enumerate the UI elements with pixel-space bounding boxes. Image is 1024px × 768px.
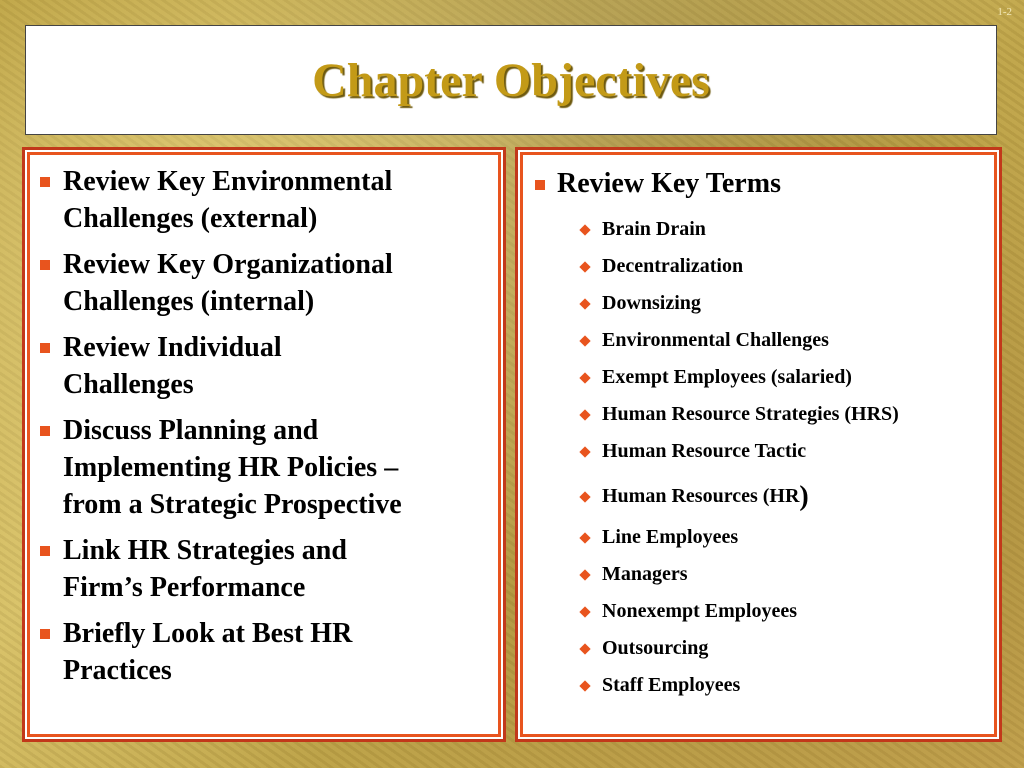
square-bullet-icon — [40, 629, 50, 639]
key-term-item: Line Employees — [579, 519, 994, 556]
slide-number: 1-2 — [997, 6, 1012, 18]
key-term-item: Environmental Challenges — [579, 322, 994, 359]
diamond-bullet-icon — [579, 372, 590, 383]
key-term-item: Managers — [579, 556, 994, 593]
diamond-bullet-icon — [579, 491, 590, 502]
key-terms-heading-text: Review Key Terms — [557, 168, 781, 199]
objective-item — [40, 329, 488, 403]
objective-item — [40, 246, 488, 320]
square-bullet-icon — [535, 180, 545, 190]
objectives-list — [30, 155, 498, 689]
square-bullet-icon — [40, 546, 50, 556]
diamond-bullet-icon — [579, 409, 590, 420]
diamond-bullet-icon — [579, 335, 590, 346]
objective-item — [40, 615, 488, 689]
key-terms-panel — [520, 152, 997, 737]
objective-text: Review Individual Challenges — [63, 332, 282, 400]
diamond-bullet-icon — [579, 224, 590, 235]
objective-item — [40, 412, 488, 523]
square-bullet-icon — [40, 260, 50, 270]
objective-item — [40, 163, 488, 237]
diamond-bullet-icon — [579, 569, 590, 580]
diamond-bullet-icon — [579, 532, 590, 543]
key-term-item: Outsourcing — [579, 630, 994, 667]
key-term-item: Nonexempt Employees — [579, 593, 994, 630]
key-term-item: Human Resource Tactic — [579, 433, 994, 470]
key-terms-heading — [535, 167, 994, 201]
key-term-item: Decentralization — [579, 248, 994, 285]
objectives-panel — [27, 152, 501, 737]
square-bullet-icon — [40, 343, 50, 353]
square-bullet-icon — [40, 426, 50, 436]
objective-text: Review Key Environmental Challenges (external) — [63, 166, 393, 234]
objective-text: Discuss Planning and Implementing HR Policies – from a Strategic Prospective — [63, 415, 402, 520]
objective-text: Link HR Strategies and Firm’s Performance — [63, 535, 347, 603]
key-terms-list — [523, 211, 994, 704]
key-term-item: Downsizing — [579, 285, 994, 322]
key-term-item: Human Resources (HR ) — [579, 470, 994, 519]
objective-text: Review Key Organizational Challenges (internal) — [63, 249, 393, 317]
diamond-bullet-icon — [579, 643, 590, 654]
diamond-bullet-icon — [579, 680, 590, 691]
square-bullet-icon — [40, 177, 50, 187]
objective-item — [40, 532, 488, 606]
closing-paren: ) — [799, 480, 809, 512]
key-term-item: Exempt Employees (salaried) — [579, 359, 994, 396]
slide-title: Chapter Objectives — [312, 53, 710, 107]
key-term-item: Human Resource Strategies (HRS) — [579, 396, 994, 433]
title-box — [25, 25, 997, 135]
diamond-bullet-icon — [579, 261, 590, 272]
diamond-bullet-icon — [579, 298, 590, 309]
key-term-item: Staff Employees — [579, 667, 994, 704]
key-term-item: Brain Drain — [579, 211, 994, 248]
objective-text: Briefly Look at Best HR Practices — [63, 618, 353, 686]
diamond-bullet-icon — [579, 606, 590, 617]
diamond-bullet-icon — [579, 446, 590, 457]
